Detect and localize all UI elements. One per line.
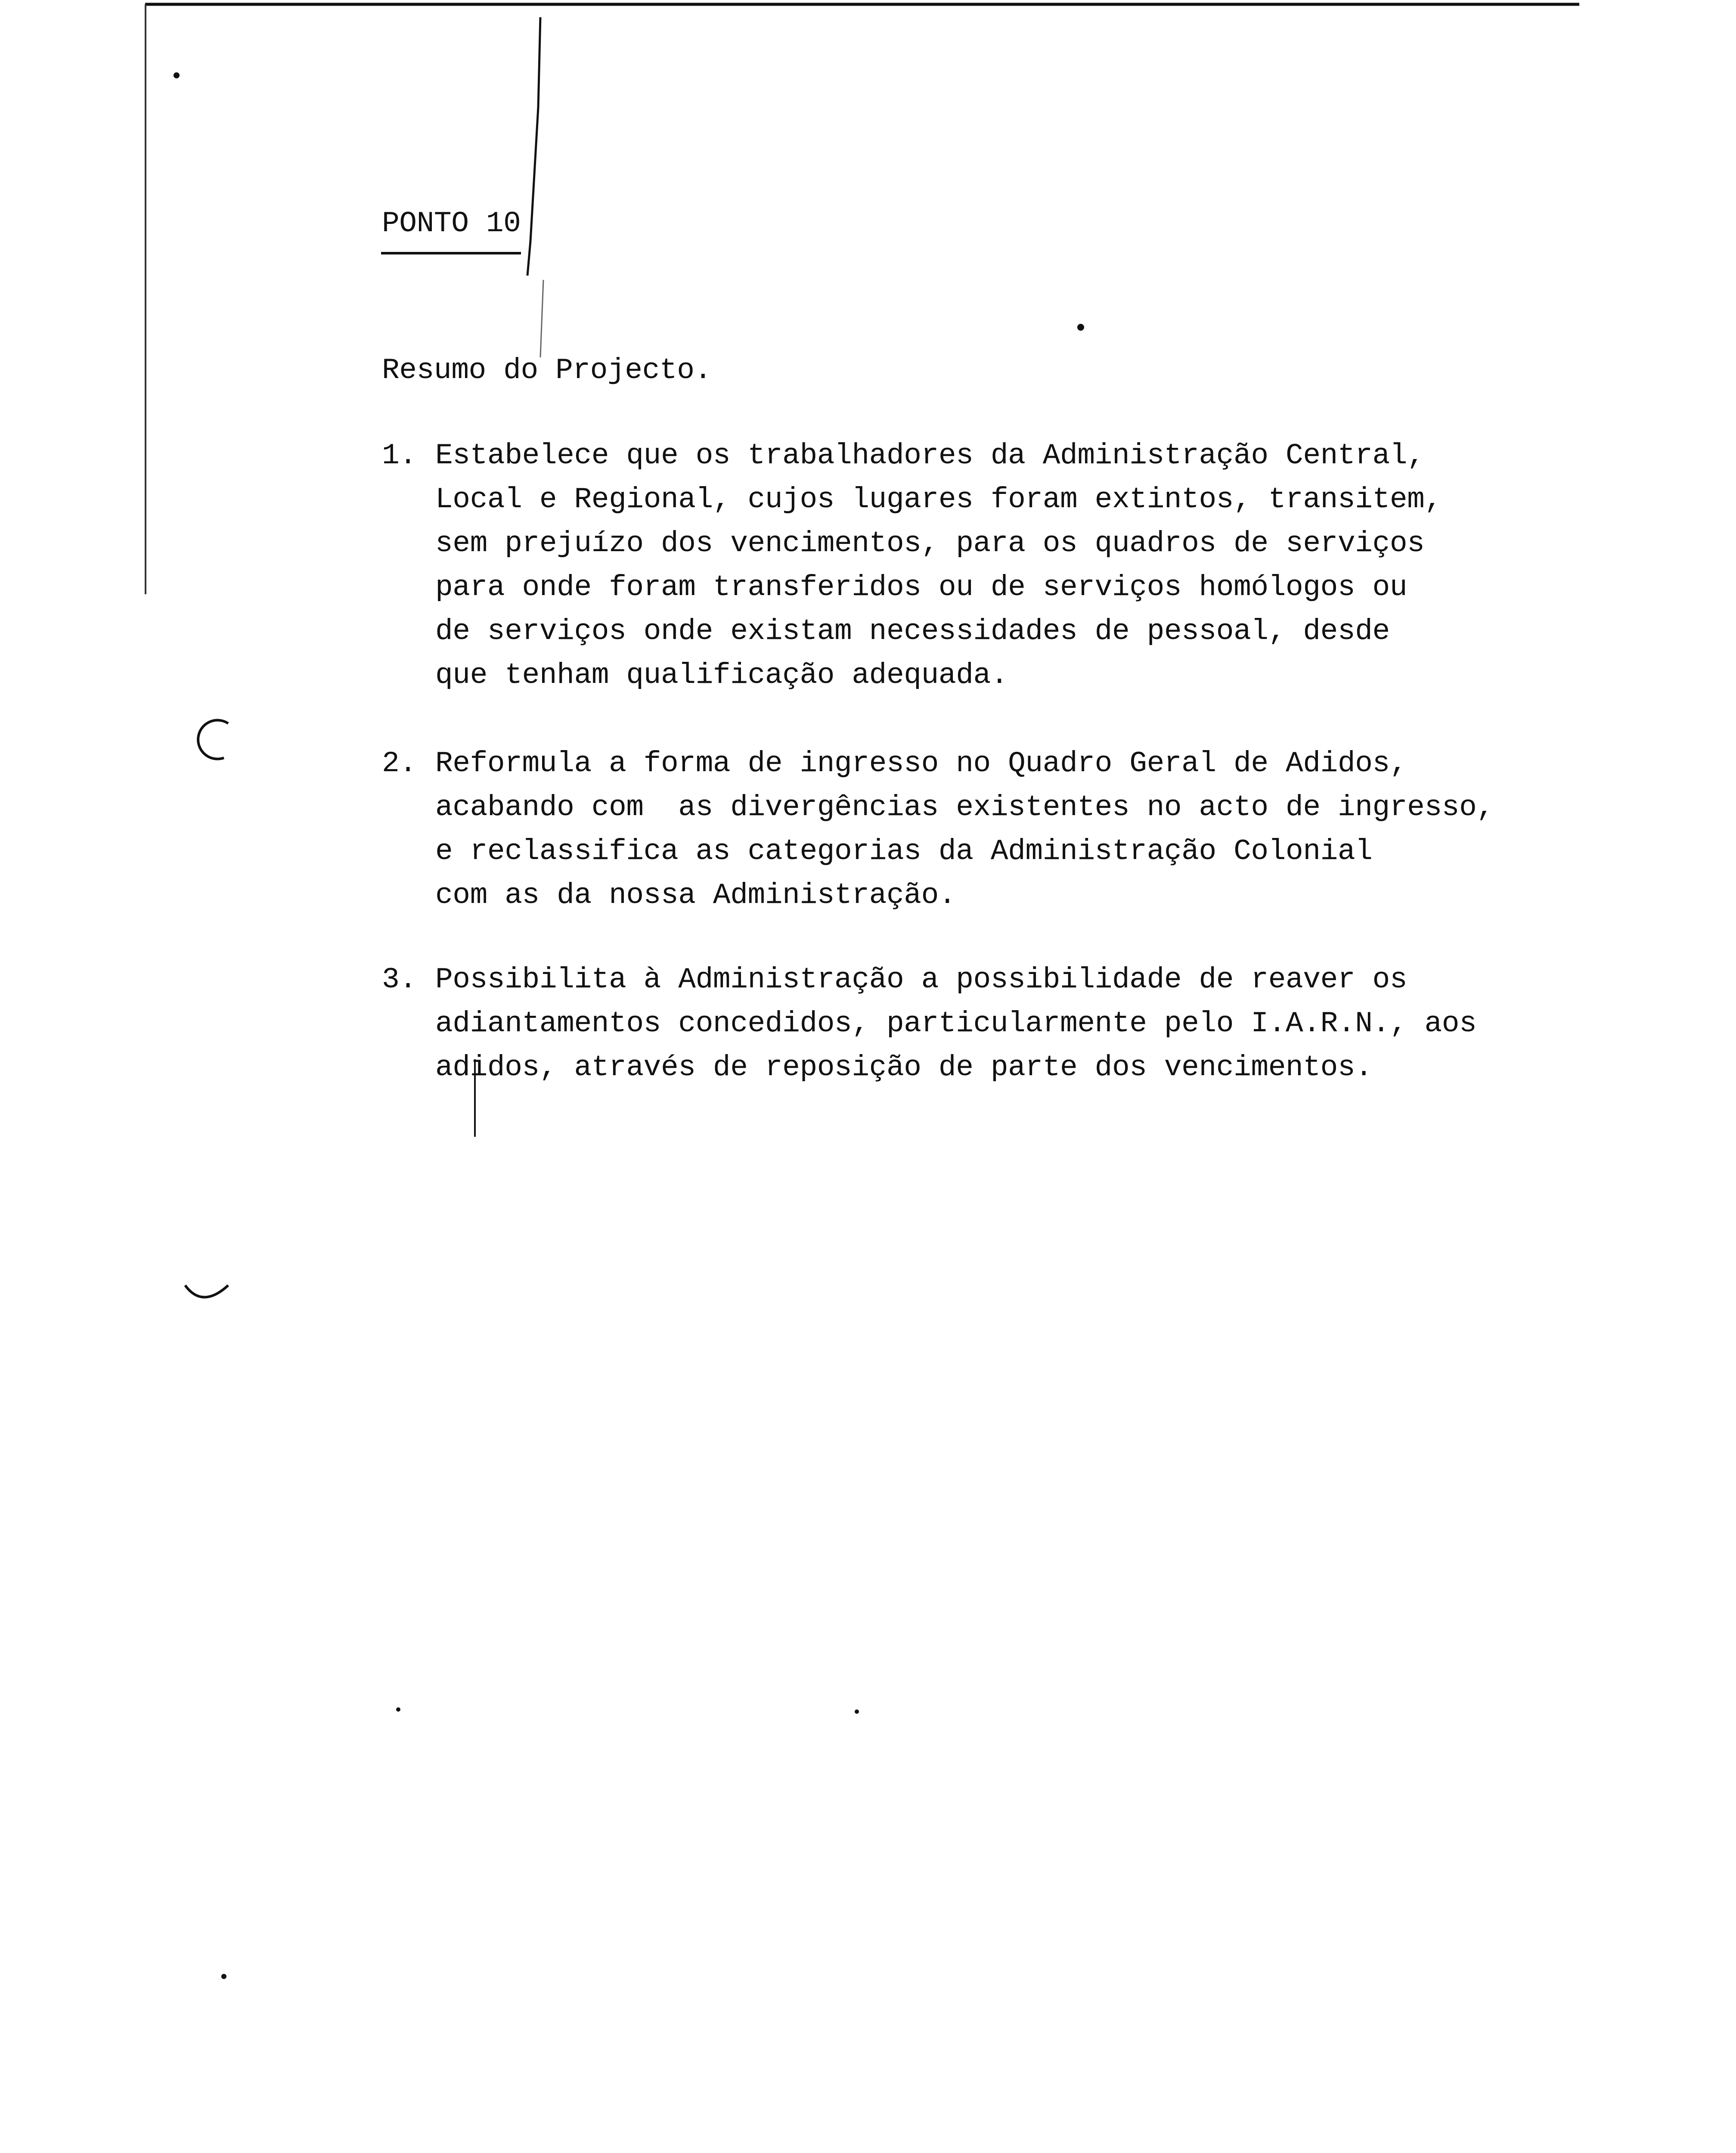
- item-line: Possibilita à Administração a possibilidade de reaver os: [435, 963, 1407, 996]
- speck: [1077, 324, 1084, 331]
- item-line: com as da nossa Administração.: [435, 879, 956, 912]
- item-line: de serviços onde existam necessidades de pessoal, desde: [435, 615, 1390, 648]
- handwritten-stroke: [527, 17, 540, 276]
- item-line: para onde foram transferidos ou de serviços homólogos ou: [435, 571, 1407, 604]
- item-number: 3.: [382, 963, 417, 996]
- item-line: acabando com as divergências existentes no acto de ingresso,: [435, 791, 1494, 824]
- punch-hole-mark: [198, 720, 228, 759]
- item-line: Local e Regional, cujos lugares foram extintos, transitem,: [435, 483, 1442, 516]
- item-line: que tenham qualificação adequada.: [435, 659, 1008, 692]
- punch-hole-mark: [185, 1285, 228, 1297]
- item-number: 2.: [382, 747, 417, 780]
- item-number: 1.: [382, 439, 417, 472]
- item-line: adiantamentos concedidos, particularmente pelo I.A.R.N., aos: [435, 1007, 1477, 1040]
- speck: [174, 72, 180, 78]
- item-line: Estabelece que os trabalhadores da Administração Central,: [435, 439, 1425, 472]
- item-line: adidos, através de reposição de parte dos vencimentos.: [435, 1051, 1373, 1084]
- item-line: e reclassifica as categorias da Administração Colonial: [435, 835, 1373, 868]
- heading: PONTO 10: [382, 207, 521, 240]
- faint-stroke: [540, 280, 543, 357]
- subheading: Resumo do Projecto.: [382, 354, 712, 387]
- item-line: Reformula a forma de ingresso no Quadro Geral de Adidos,: [435, 747, 1407, 780]
- speck: [396, 1707, 400, 1712]
- speck: [855, 1709, 859, 1714]
- item-line: sem prejuízo dos vencimentos, para os quadros de serviços: [435, 527, 1425, 560]
- speck: [221, 1974, 226, 1979]
